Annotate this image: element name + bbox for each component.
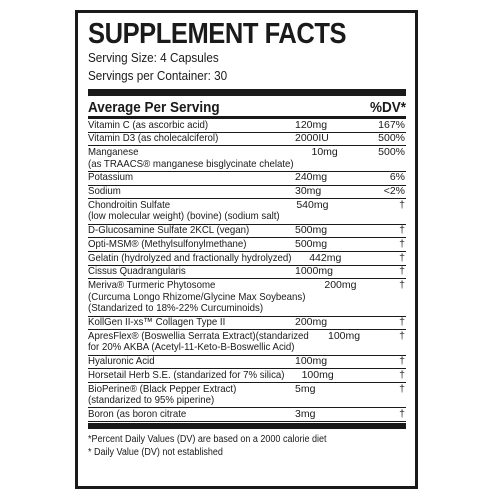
nutrient-row [88,238,406,252]
bottom-divider [88,423,406,429]
dv-header: %DV* [369,99,406,116]
nutrient-dv: 500% [378,145,405,158]
nutrient-amount: 500mg [295,237,328,250]
footnote-not-established: * Daily Value (DV) not established [88,447,223,459]
nutrient-row [88,225,406,239]
nutrient-row [88,133,406,147]
panel-title: SUPPLEMENT FACTS [88,18,347,50]
nutrient-amount: 120mg [295,118,328,131]
nutrient-dv: 6% [389,171,405,184]
nutrient-name [88,409,278,421]
nutrient-name [88,186,278,198]
nutrient-amount: 2000IU [295,132,329,145]
nutrient-dv: † [399,368,405,381]
nutrient-list [88,119,406,422]
nutrient-amount: 5mg [295,382,316,395]
nutrient-dv: 500% [378,132,405,145]
servings-per-container: Servings per Container: 30 [88,68,228,83]
nutrient-amount: 10mg [311,145,338,158]
nutrient-amount: 200mg [324,278,357,291]
nutrient-row [88,356,406,370]
nutrient-name-line: Chondroitin Sulfate [88,198,171,211]
nutrient-dv: † [399,329,405,342]
nutrient-name-line: Vitamin D3 (as cholecalciferol) [88,132,219,145]
nutrient-dv: <2% [383,185,405,198]
nutrient-row [88,330,406,355]
nutrient-row [88,146,406,171]
nutrient-name-line: BioPerine® (Black Pepper Extract) [88,382,237,395]
nutrient-name-line: Cissus Quadrangularis [88,265,186,278]
nutrient-name-line: Vitamin C (as ascorbic acid) [88,118,209,131]
nutrient-dv: † [399,407,405,420]
nutrient-row [88,199,406,224]
nutrient-amount: 442mg [309,251,342,264]
nutrient-name [88,280,305,315]
nutrient-name-line: Meriva® Turmeric Phytosome [88,278,216,291]
nutrient-name-line: for 20% AKBA (Acetyl-11-Keto-B-Boswellic Acid) [88,341,295,354]
nutrient-name [88,331,309,354]
nutrient-dv: † [399,355,405,368]
nutrient-row [88,383,406,408]
nutrient-name-line: KollGen II-xs™ Collagen Type II [88,316,226,329]
nutrient-name-line: (low molecular weight) (bovine) (sodium salt) [88,210,280,223]
nutrient-name-line: (as TRAACS® manganese bisglycinate chelate) [88,157,294,170]
nutrient-name-line: (Standarized to 18%-22% Curcuminoids) [88,302,264,315]
nutrient-row [88,317,406,331]
nutrient-row [88,252,406,266]
nutrient-name-line: Horsetail Herb S.E. (standarized for 7% silica) [88,368,285,381]
nutrient-name-line: Boron (as boron citrate [88,407,187,420]
nutrient-name [88,253,292,265]
amount-header: Average Per Serving [88,99,220,116]
nutrient-row [88,408,406,422]
thick-divider [88,89,406,96]
nutrient-amount: 100mg [295,355,328,368]
nutrient-dv: 167% [378,118,405,131]
nutrient-name [88,225,278,237]
column-header-row [88,96,406,119]
nutrient-name [88,133,278,145]
nutrient-dv: † [399,198,405,211]
nutrient-name [88,200,280,223]
nutrient-amount: 240mg [295,171,328,184]
nutrient-name [88,239,278,251]
nutrient-row [88,119,406,133]
nutrient-name [88,266,278,278]
nutrient-dv: † [399,237,405,250]
nutrient-dv: † [399,224,405,237]
nutrient-amount: 500mg [295,224,328,237]
serving-size: Serving Size: 4 Capsules [88,50,219,65]
nutrient-row [88,172,406,186]
nutrient-amount: 3mg [295,407,316,420]
nutrient-row [88,369,406,383]
nutrient-name-line: Opti-MSM® (Methylsulfonylmethane) [88,237,247,250]
nutrient-name [88,384,278,407]
nutrient-amount: 200mg [295,316,328,329]
nutrient-amount: 100mg [328,329,361,342]
nutrient-name [88,120,278,132]
nutrient-name-line: (Curcuma Longo Rhizome/Glycine Max Soybeans) [88,290,306,303]
nutrient-name [88,317,278,329]
nutrient-name [88,147,294,170]
nutrient-row [88,186,406,200]
nutrient-name-line: Potassium [88,171,134,184]
nutrient-dv: † [399,382,405,395]
nutrient-name [88,356,278,368]
footnote-dv: *Percent Daily Values (DV) are based on a 2000 calorie diet [88,434,327,446]
nutrient-name-line: Hyaluronic Acid [88,355,155,368]
nutrient-row [88,266,406,280]
nutrient-name [88,172,278,184]
nutrient-amount: 540mg [296,198,329,211]
nutrient-amount: 1000mg [295,265,333,278]
nutrient-name-line: Sodium [88,185,121,198]
nutrient-name-line: (standarized to 95% piperine) [88,394,215,407]
nutrient-dv: † [399,265,405,278]
nutrient-name-line: D-Glucosamine Sulfate 2KCL (vegan) [88,224,250,237]
nutrient-row [88,279,406,316]
nutrient-name [88,370,285,382]
nutrient-dv: † [399,316,405,329]
nutrient-dv: † [399,251,405,264]
nutrient-name-line: ApresFlex® (Boswellia Serrata Extract)(standarized [88,329,309,342]
nutrient-name-line: Gelatin (hydrolyzed and fractionally hydrolyzed) [88,251,292,264]
nutrient-dv: † [399,278,405,291]
supplement-facts-panel [75,10,418,489]
nutrient-amount: 100mg [301,368,334,381]
nutrient-amount: 30mg [295,185,322,198]
nutrient-name-line: Manganese [88,145,139,158]
